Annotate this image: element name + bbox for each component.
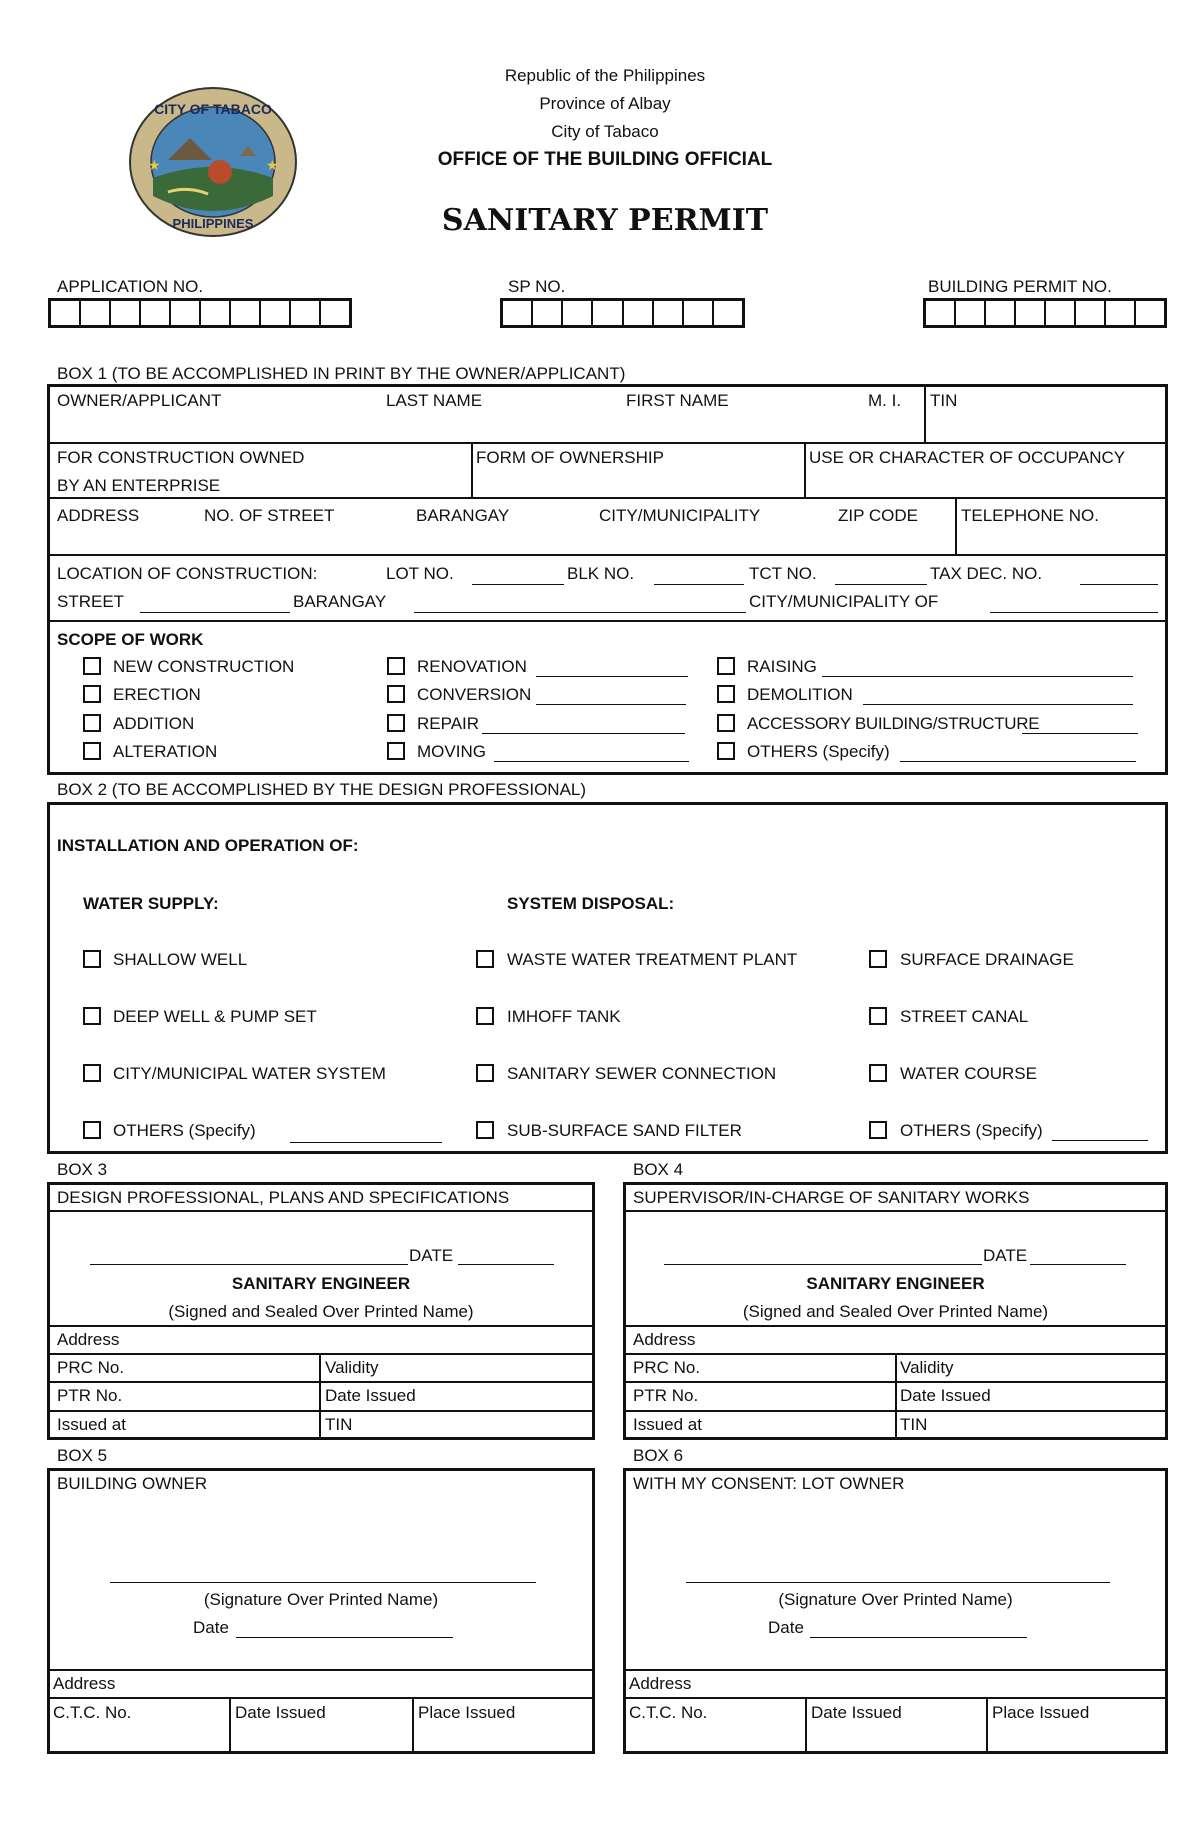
first-name-label: FIRST NAME (626, 391, 729, 410)
box6-signature-line[interactable] (686, 1582, 1110, 1583)
box6-heading: WITH MY CONSENT: LOT OWNER (633, 1474, 905, 1493)
header-city: City of Tabaco (551, 122, 659, 141)
wwtp-label: WASTE WATER TREATMENT PLANT (507, 950, 798, 969)
city-water-label: CITY/MUNICIPAL WATER SYSTEM (113, 1064, 386, 1083)
header-office: OFFICE OF THE BUILDING OFFICIAL (437, 149, 773, 170)
others-water-label: OTHERS (Specify) (113, 1121, 256, 1140)
box4-signed: (Signed and Sealed Over Printed Name) (742, 1302, 1049, 1321)
sp-no-label: SP NO. (508, 277, 566, 296)
box3-tin: TIN (325, 1415, 353, 1434)
box5-ctc: C.T.C. No. (53, 1703, 132, 1722)
lot-no-label: LOT NO. (386, 564, 454, 583)
header-province: Province of Albay (539, 94, 671, 113)
alteration-label: ALTERATION (113, 742, 218, 761)
sewer-label: SANITARY SEWER CONNECTION (507, 1064, 777, 1083)
box5-date-label: Date (193, 1618, 229, 1637)
sand-filter-checkbox[interactable] (476, 1121, 494, 1139)
box3-heading: DESIGN PROFESSIONAL, PLANS AND SPECIFICATIONS (57, 1188, 510, 1207)
divider (47, 1697, 595, 1699)
divider (804, 442, 806, 497)
installation-title: INSTALLATION AND OPERATION OF: (57, 836, 359, 855)
accessory-field[interactable] (1022, 733, 1138, 734)
erection-checkbox[interactable] (83, 685, 101, 703)
use-occupancy-label: USE OR CHARACTER OF OCCUPANCY (809, 448, 1126, 467)
raising-label: RAISING (747, 657, 817, 676)
shallow-well-checkbox[interactable] (83, 950, 101, 968)
box4-date-issued: Date Issued (900, 1386, 991, 1405)
deep-well-checkbox[interactable] (83, 1007, 101, 1025)
box5-address: Address (53, 1674, 116, 1693)
conversion-checkbox[interactable] (387, 685, 405, 703)
header-republic: Republic of the Philippines (504, 66, 706, 85)
barangay2-label: BARANGAY (293, 592, 387, 611)
box6-date-issued: Date Issued (811, 1703, 902, 1722)
barangay-label: BARANGAY (416, 506, 510, 525)
conversion-label: CONVERSION (417, 685, 532, 704)
last-name-label: LAST NAME (386, 391, 483, 410)
telephone-label: TELEPHONE NO. (961, 506, 1099, 525)
imhoff-checkbox[interactable] (476, 1007, 494, 1025)
box5-place-issued: Place Issued (418, 1703, 516, 1722)
seal-text-top: CITY OF TABACO (154, 101, 272, 117)
application-no-field[interactable] (48, 298, 352, 328)
divider (47, 497, 1168, 499)
building-permit-no-field[interactable] (923, 298, 1167, 328)
raising-field[interactable] (822, 676, 1133, 677)
others-water-checkbox[interactable] (83, 1121, 101, 1139)
box3-engineer: SANITARY ENGINEER (231, 1274, 411, 1293)
box6-place-issued: Place Issued (992, 1703, 1090, 1722)
blk-no-label: BLK NO. (567, 564, 635, 583)
divider (924, 384, 926, 442)
city-of-label: CITY/MUNICIPALITY OF (749, 592, 939, 611)
box4-prc: PRC No. (633, 1358, 701, 1377)
repair-checkbox[interactable] (387, 714, 405, 732)
box6-signature: (Signature Over Printed Name) (778, 1590, 1013, 1609)
enterprise-label-1: FOR CONSTRUCTION OWNED (57, 448, 305, 467)
no-street-label: NO. OF STREET (204, 506, 335, 525)
others-disposal-checkbox[interactable] (869, 1121, 887, 1139)
repair-label: REPAIR (417, 714, 480, 733)
surface-drainage-checkbox[interactable] (869, 950, 887, 968)
divider (47, 1210, 595, 1212)
divider (623, 1669, 1168, 1671)
repair-field[interactable] (482, 733, 685, 734)
box4-date-field[interactable] (1030, 1264, 1126, 1265)
enterprise-label-2: BY AN ENTERPRISE (57, 476, 221, 495)
box4-tin: TIN (900, 1415, 928, 1434)
system-disposal-title: SYSTEM DISPOSAL: (507, 894, 675, 913)
water-course-label: WATER COURSE (900, 1064, 1037, 1083)
box4-date-label: DATE (983, 1246, 1028, 1265)
sewer-checkbox[interactable] (476, 1064, 494, 1082)
box3-issued-at: Issued at (57, 1415, 126, 1434)
lot-no-field[interactable] (472, 584, 564, 585)
water-course-checkbox[interactable] (869, 1064, 887, 1082)
divider (47, 1381, 595, 1383)
others-scope-checkbox[interactable] (717, 742, 735, 760)
addition-checkbox[interactable] (83, 714, 101, 732)
building-permit-no-label: BUILDING PERMIT NO. (928, 277, 1112, 296)
box5-heading: BUILDING OWNER (57, 1474, 208, 1493)
box5-signature: (Signature Over Printed Name) (203, 1590, 439, 1609)
box4-heading: SUPERVISOR/IN-CHARGE OF SANITARY WORKS (633, 1188, 1030, 1207)
seal-text-bottom: PHILIPPINES (172, 216, 254, 231)
street-label: STREET (57, 592, 125, 611)
raising-checkbox[interactable] (717, 657, 735, 675)
location-label: LOCATION OF CONSTRUCTION: (57, 564, 318, 583)
new-construction-checkbox[interactable] (83, 657, 101, 675)
erection-label: ERECTION (113, 685, 201, 704)
city-municipality-label: CITY/MUNICIPALITY (599, 506, 761, 525)
divider (895, 1353, 897, 1440)
tax-dec-field[interactable] (1080, 584, 1158, 585)
moving-checkbox[interactable] (387, 742, 405, 760)
accessory-label: ACCESSORY BUILDING/STRUCTURE (747, 714, 1040, 733)
divider (805, 1697, 807, 1754)
box3-signature-line[interactable] (90, 1264, 408, 1265)
divider (47, 1410, 595, 1412)
box3-date-issued: Date Issued (325, 1386, 416, 1405)
seal-star-right: ★ (266, 157, 279, 173)
box5-date-issued: Date Issued (235, 1703, 326, 1722)
scope-title: SCOPE OF WORK (57, 630, 204, 649)
divider (47, 1353, 595, 1355)
divider (319, 1353, 321, 1440)
tin-label: TIN (930, 391, 958, 410)
box2-heading: BOX 2 (TO BE ACCOMPLISHED BY THE DESIGN PROFESSIONAL) (57, 780, 587, 799)
box4-signature-line[interactable] (664, 1264, 982, 1265)
box4-validity: Validity (900, 1358, 954, 1377)
divider (47, 620, 1168, 622)
form-ownership-label: FORM OF OWNERSHIP (476, 448, 664, 467)
box3-date-label: DATE (409, 1246, 454, 1265)
box3-date-field[interactable] (458, 1264, 554, 1265)
conversion-field[interactable] (536, 704, 686, 705)
addition-label: ADDITION (113, 714, 195, 733)
new-construction-label: NEW CONSTRUCTION (113, 657, 295, 676)
divider (47, 442, 1168, 444)
box3-signed: (Signed and Sealed Over Printed Name) (168, 1302, 474, 1321)
page-title: SANITARY PERMIT (441, 203, 769, 238)
divider (47, 1669, 595, 1671)
box6-label: BOX 6 (633, 1446, 684, 1465)
renovation-label: RENOVATION (417, 657, 527, 676)
others-scope-label: OTHERS (Specify) (747, 742, 890, 761)
city-seal (128, 86, 298, 238)
box5-signature-line[interactable] (110, 1582, 536, 1583)
box4-issued-at: Issued at (633, 1415, 702, 1434)
box5-label: BOX 5 (57, 1446, 108, 1465)
others-scope-field[interactable] (900, 761, 1136, 762)
divider (986, 1697, 988, 1754)
street-canal-label: STREET CANAL (900, 1007, 1029, 1026)
shallow-well-label: SHALLOW WELL (113, 950, 248, 969)
tct-no-field[interactable] (835, 584, 927, 585)
seal-star-left: ★ (148, 157, 161, 173)
box6-address: Address (629, 1674, 692, 1693)
surface-drainage-label: SURFACE DRAINAGE (900, 950, 1074, 969)
box1-heading: BOX 1 (TO BE ACCOMPLISHED IN PRINT BY THE OWNER/APPLICANT) (57, 364, 626, 383)
tct-no-label: TCT NO. (749, 564, 817, 583)
demolition-field[interactable] (863, 704, 1133, 705)
deep-well-label: DEEP WELL & PUMP SET (113, 1007, 317, 1026)
city-of-field[interactable] (990, 612, 1158, 613)
box3-label: BOX 3 (57, 1160, 108, 1179)
box6-date-label: Date (768, 1618, 804, 1637)
tax-dec-label: TAX DEC. NO. (930, 564, 1043, 583)
street-canal-checkbox[interactable] (869, 1007, 887, 1025)
wwtp-checkbox[interactable] (476, 950, 494, 968)
address-label: ADDRESS (57, 506, 140, 525)
renovation-field[interactable] (536, 676, 688, 677)
divider (623, 1697, 1168, 1699)
owner-applicant-label: OWNER/APPLICANT (57, 391, 222, 410)
accessory-checkbox[interactable] (717, 714, 735, 732)
box3-ptr: PTR No. (57, 1386, 123, 1405)
box4-address: Address (633, 1330, 696, 1349)
box3-validity: Validity (325, 1358, 379, 1377)
divider (623, 1210, 1168, 1212)
box6-ctc: C.T.C. No. (629, 1703, 708, 1722)
box6-date-field[interactable] (810, 1637, 1027, 1638)
renovation-checkbox[interactable] (387, 657, 405, 675)
divider (47, 554, 1168, 556)
imhoff-label: IMHOFF TANK (507, 1007, 621, 1026)
demolition-label: DEMOLITION (747, 685, 853, 704)
others-disposal-label: OTHERS (Specify) (900, 1121, 1043, 1140)
divider (955, 497, 957, 554)
zip-code-label: ZIP CODE (838, 506, 918, 525)
demolition-checkbox[interactable] (717, 685, 735, 703)
blk-no-field[interactable] (654, 584, 744, 585)
sp-no-field[interactable] (500, 298, 745, 328)
water-supply-title: WATER SUPPLY: (83, 894, 219, 913)
moving-label: MOVING (417, 742, 486, 761)
divider (623, 1325, 1168, 1327)
street-field[interactable] (140, 612, 290, 613)
application-no-label: APPLICATION NO. (57, 277, 204, 296)
box4-ptr: PTR No. (633, 1386, 699, 1405)
box4-label: BOX 4 (633, 1160, 684, 1179)
barangay2-field[interactable] (414, 612, 746, 613)
divider (229, 1697, 231, 1754)
moving-field[interactable] (494, 761, 689, 762)
mi-label: M. I. (868, 391, 902, 410)
divider (471, 442, 473, 497)
divider (412, 1697, 414, 1754)
city-water-checkbox[interactable] (83, 1064, 101, 1082)
others-water-field[interactable] (290, 1142, 442, 1143)
box3-address: Address (57, 1330, 120, 1349)
others-disposal-field[interactable] (1052, 1140, 1148, 1141)
box3-prc: PRC No. (57, 1358, 125, 1377)
divider (47, 1325, 595, 1327)
box4-engineer: SANITARY ENGINEER (806, 1274, 985, 1293)
box5-date-field[interactable] (236, 1637, 453, 1638)
alteration-checkbox[interactable] (83, 742, 101, 760)
sand-filter-label: SUB-SURFACE SAND FILTER (507, 1121, 742, 1140)
